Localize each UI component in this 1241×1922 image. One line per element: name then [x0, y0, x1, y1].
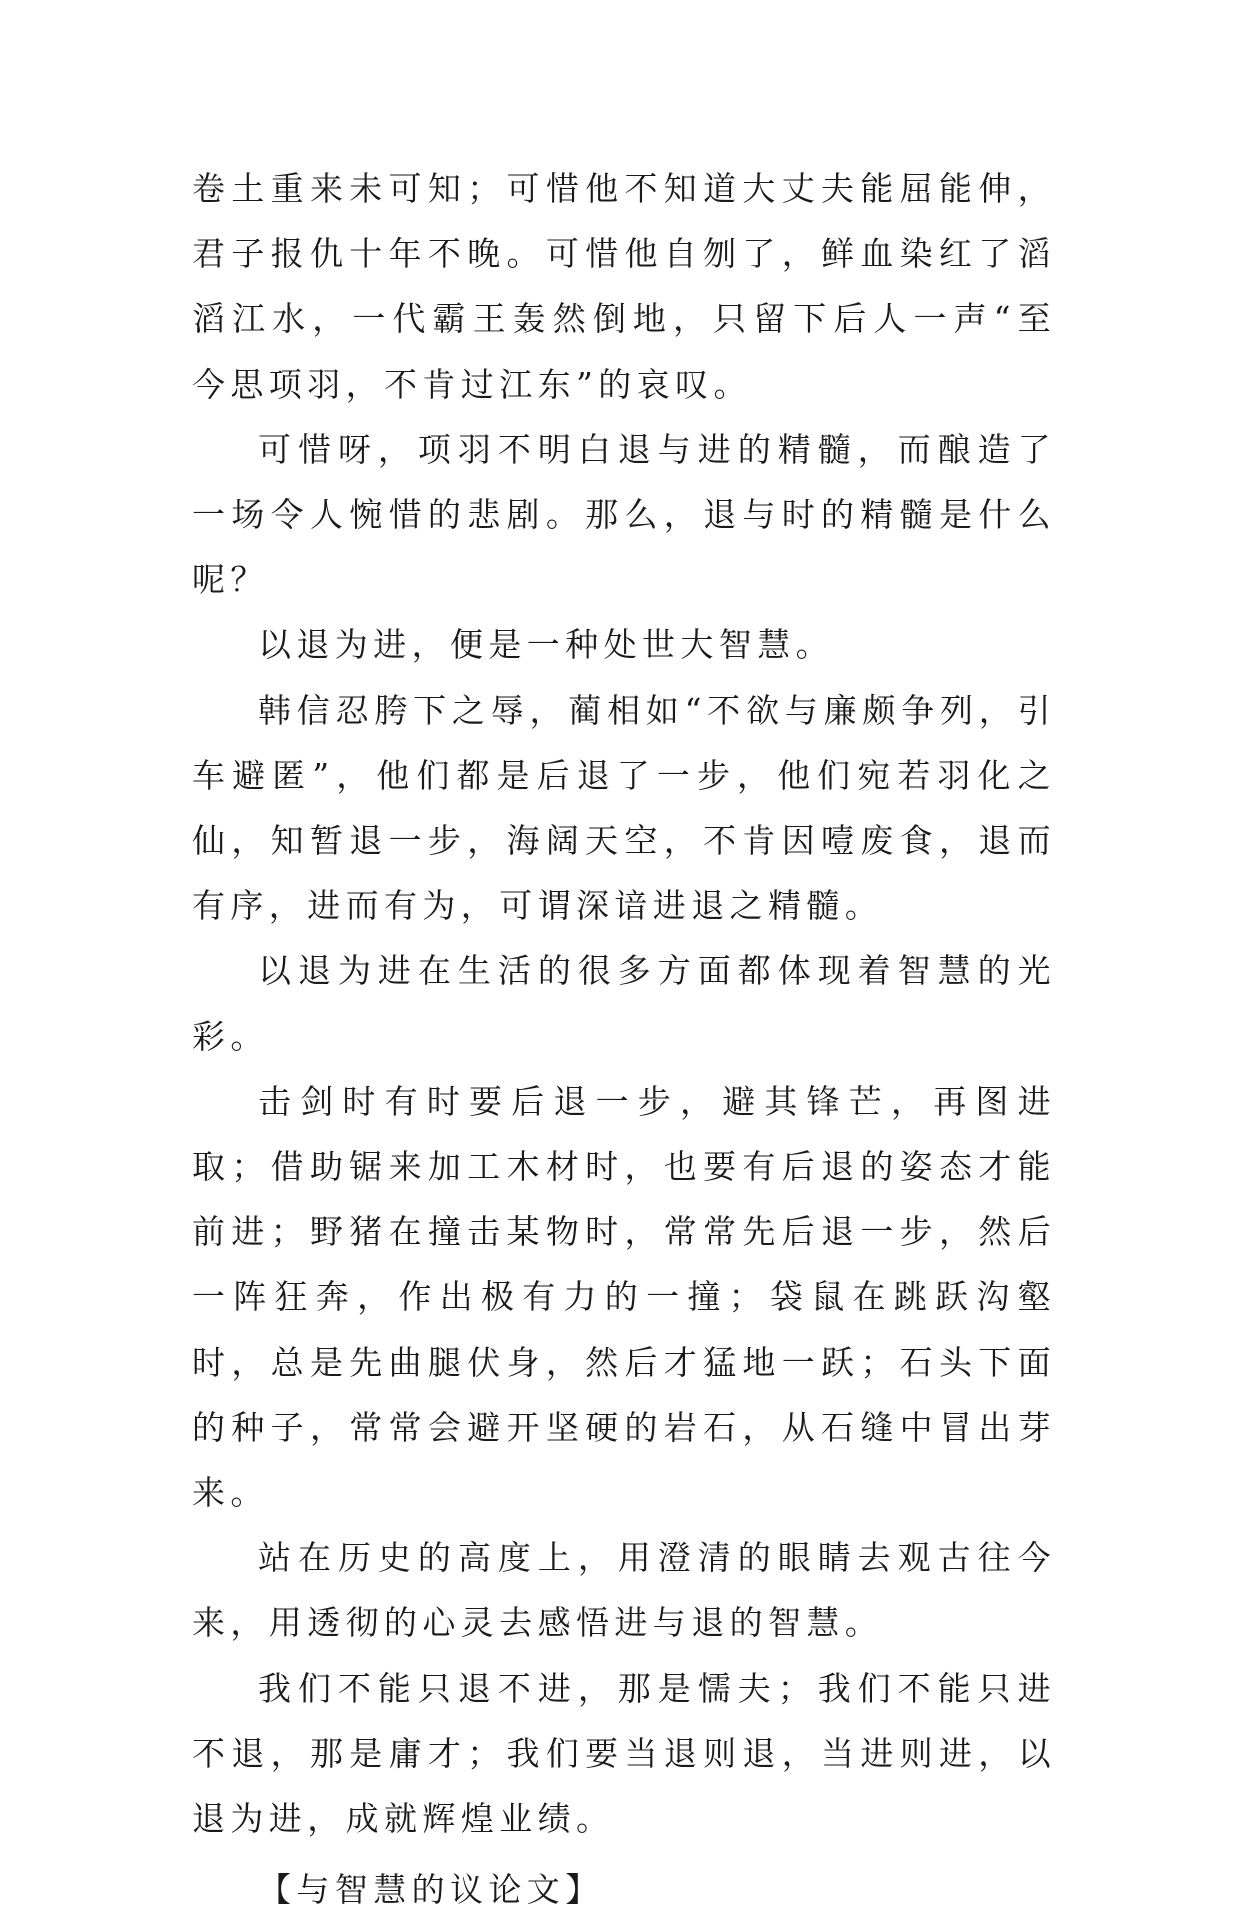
document-body: [192, 156, 1056, 1922]
paragraph: 可惜呀，项羽不明白退与进的精髓，而酿造了一场令人惋惜的悲剧。那么，退与时的精髓是什么呢？: [192, 429, 1056, 600]
section-heading: 【与智慧的议论文】: [258, 1870, 604, 1910]
paragraph: 韩信忍胯下之辱，蔺相如“不欲与廉颇争列，引车避匿”，他们都是后退了一步，他们宛若羽化之仙，知暂退一步，海阔天空，不肯因噎废食，退而有序，进而有为，可谓深谙进退之精髓。: [192, 690, 1056, 926]
paragraph-continuation: 卷土重来未可知；可惜他不知道大丈夫能屈能伸，君子报仇十年不晚。可惜他自刎了，鲜血染红了滔滔江水，一代霸王轰然倒地，只留下后人一声“至今思项羽，不肯过江东”的哀叹。: [192, 169, 1056, 404]
paragraph: 以退为进在生活的很多方面都体现着智慧的光彩。: [192, 951, 1056, 1056]
paragraph: 我们不能只退不进，那是懦夫；我们不能只进不退，那是庸才；我们要当退则退，当进则进，以退为进，成就辉煌业绩。: [192, 1668, 1056, 1839]
paragraph: 站在历史的高度上，用澄清的眼睛去观古往今来，用透彻的心灵去感悟进与退的智慧。: [192, 1538, 1056, 1643]
paragraph: 以退为进，便是一种处世大智慧。: [258, 625, 834, 665]
paragraph: 击剑时有时要后退一步，避其锋芒，再图进取；借助锯来加工木材时，也要有后退的姿态才能前进；野猪在撞击某物时，常常先后退一步，然后一阵狂奔，作出极有力的一撞；袋鼠在跳跃沟壑时，总是先曲腿伏身，然后才猛地一跃；石头下面的种子，常常会避开坚硬的岩石，从石缝中冒出芽来。: [192, 1081, 1056, 1513]
